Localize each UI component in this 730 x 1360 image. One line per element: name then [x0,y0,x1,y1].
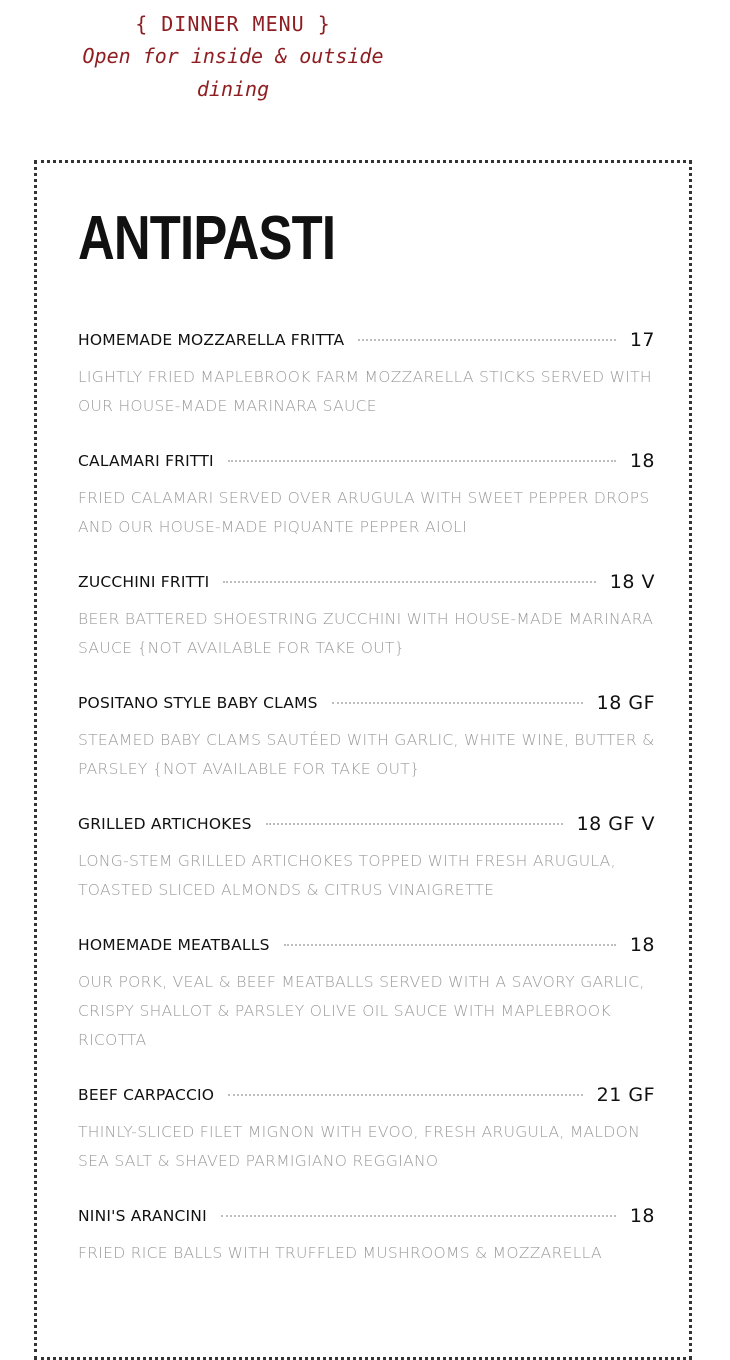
menu-item-header [78,931,655,959]
menu-item-price: 18 [629,934,655,956]
menu-item-header [78,326,655,354]
menu-item-name: HOMEMADE MEATBALLS [78,936,270,954]
menu-item-description: OUR PORK, VEAL & BEEF MEATBALLS SERVED WITH A SAVORY GARLIC, CRISPY SHALLOT & PARSLEY OLIVE OIL SAUCE WITH MAPLEBROOK RICOTTA [78,973,645,1049]
menu-item [78,689,655,784]
menu-item-price: 21 GF [596,1084,655,1106]
menu-item-header [78,1081,655,1109]
menu-item-description: BEER BATTERED SHOESTRING ZUCCHINI WITH HOUSE-MADE MARINARA SAUCE {NOT AVAILABLE FOR TAKE OUT} [78,610,654,657]
menu-item-name: POSITANO STYLE BABY CLAMS [78,694,318,712]
menu-items-list [78,326,655,1294]
menu-item-header [78,810,655,838]
dotted-leader [228,1094,582,1096]
dotted-leader [223,581,595,583]
menu-item [78,931,655,1055]
menu-item-name: NINI'S ARANCINI [78,1207,207,1225]
menu-item-description: LONG-STEM GRILLED ARTICHOKES TOPPED WITH FRESH ARUGULA, TOASTED SLICED ALMONDS & CITRUS VINAIGRETTE [78,852,616,899]
menu-subtitle: Open for inside & outside dining [82,44,384,101]
menu-item [78,1081,655,1176]
menu-item-price: 18 GF [596,692,655,714]
menu-item-name: ZUCCHINI FRITTI [78,573,210,591]
menu-item-description: FRIED RICE BALLS WITH TRUFFLED MUSHROOMS & MOZZARELLA [78,1244,602,1262]
menu-item-header [78,689,655,717]
menu-title: { DINNER MENU } [135,12,331,36]
menu-item-price: 18 V [609,571,655,593]
menu-item-price: 17 [629,329,655,351]
menu-item-name: CALAMARI FRITTI [78,452,214,470]
dotted-leader [284,944,616,946]
menu-item-header [78,447,655,475]
menu-item-name: HOMEMADE MOZZARELLA FRITTA [78,331,345,349]
menu-item-header [78,1202,655,1230]
menu-item [78,1202,655,1268]
menu-item-description: FRIED CALAMARI SERVED OVER ARUGULA WITH SWEET PEPPER DROPS AND OUR HOUSE-MADE PIQUANTE PEPPER AIOLI [78,489,650,536]
dotted-leader [228,460,616,462]
menu-item-description: STEAMED BABY CLAMS SAUTÉED WITH GARLIC, WHITE WINE, BUTTER & PARSLEY {NOT AVAILABLE FOR TAKE OUT} [78,731,655,778]
menu-item-description: LIGHTLY FRIED MAPLEBROOK FARM MOZZARELLA STICKS SERVED WITH OUR HOUSE-MADE MARINARA SAUCE [78,368,652,415]
dotted-leader [221,1215,616,1217]
dotted-leader [332,702,583,704]
menu-item-header [78,568,655,596]
menu-item-name: GRILLED ARTICHOKES [78,815,252,833]
menu-item [78,810,655,905]
menu-item-description: THINLY-SLICED FILET MIGNON WITH EVOO, FRESH ARUGULA, MALDON SEA SALT & SHAVED PARMIGIANO REGGIANO [78,1123,640,1170]
dotted-leader [266,823,563,825]
menu-item [78,447,655,542]
section-title: ANTIPASTI [78,204,336,273]
menu-item-price: 18 [629,450,655,472]
menu-item-price: 18 [629,1205,655,1227]
menu-item-price: 18 GF V [576,813,655,835]
menu-header [0,8,466,106]
menu-item [78,326,655,421]
dotted-leader [358,339,616,341]
menu-item [78,568,655,663]
menu-item-name: BEEF CARPACCIO [78,1086,215,1104]
menu-section-box [34,160,692,1360]
